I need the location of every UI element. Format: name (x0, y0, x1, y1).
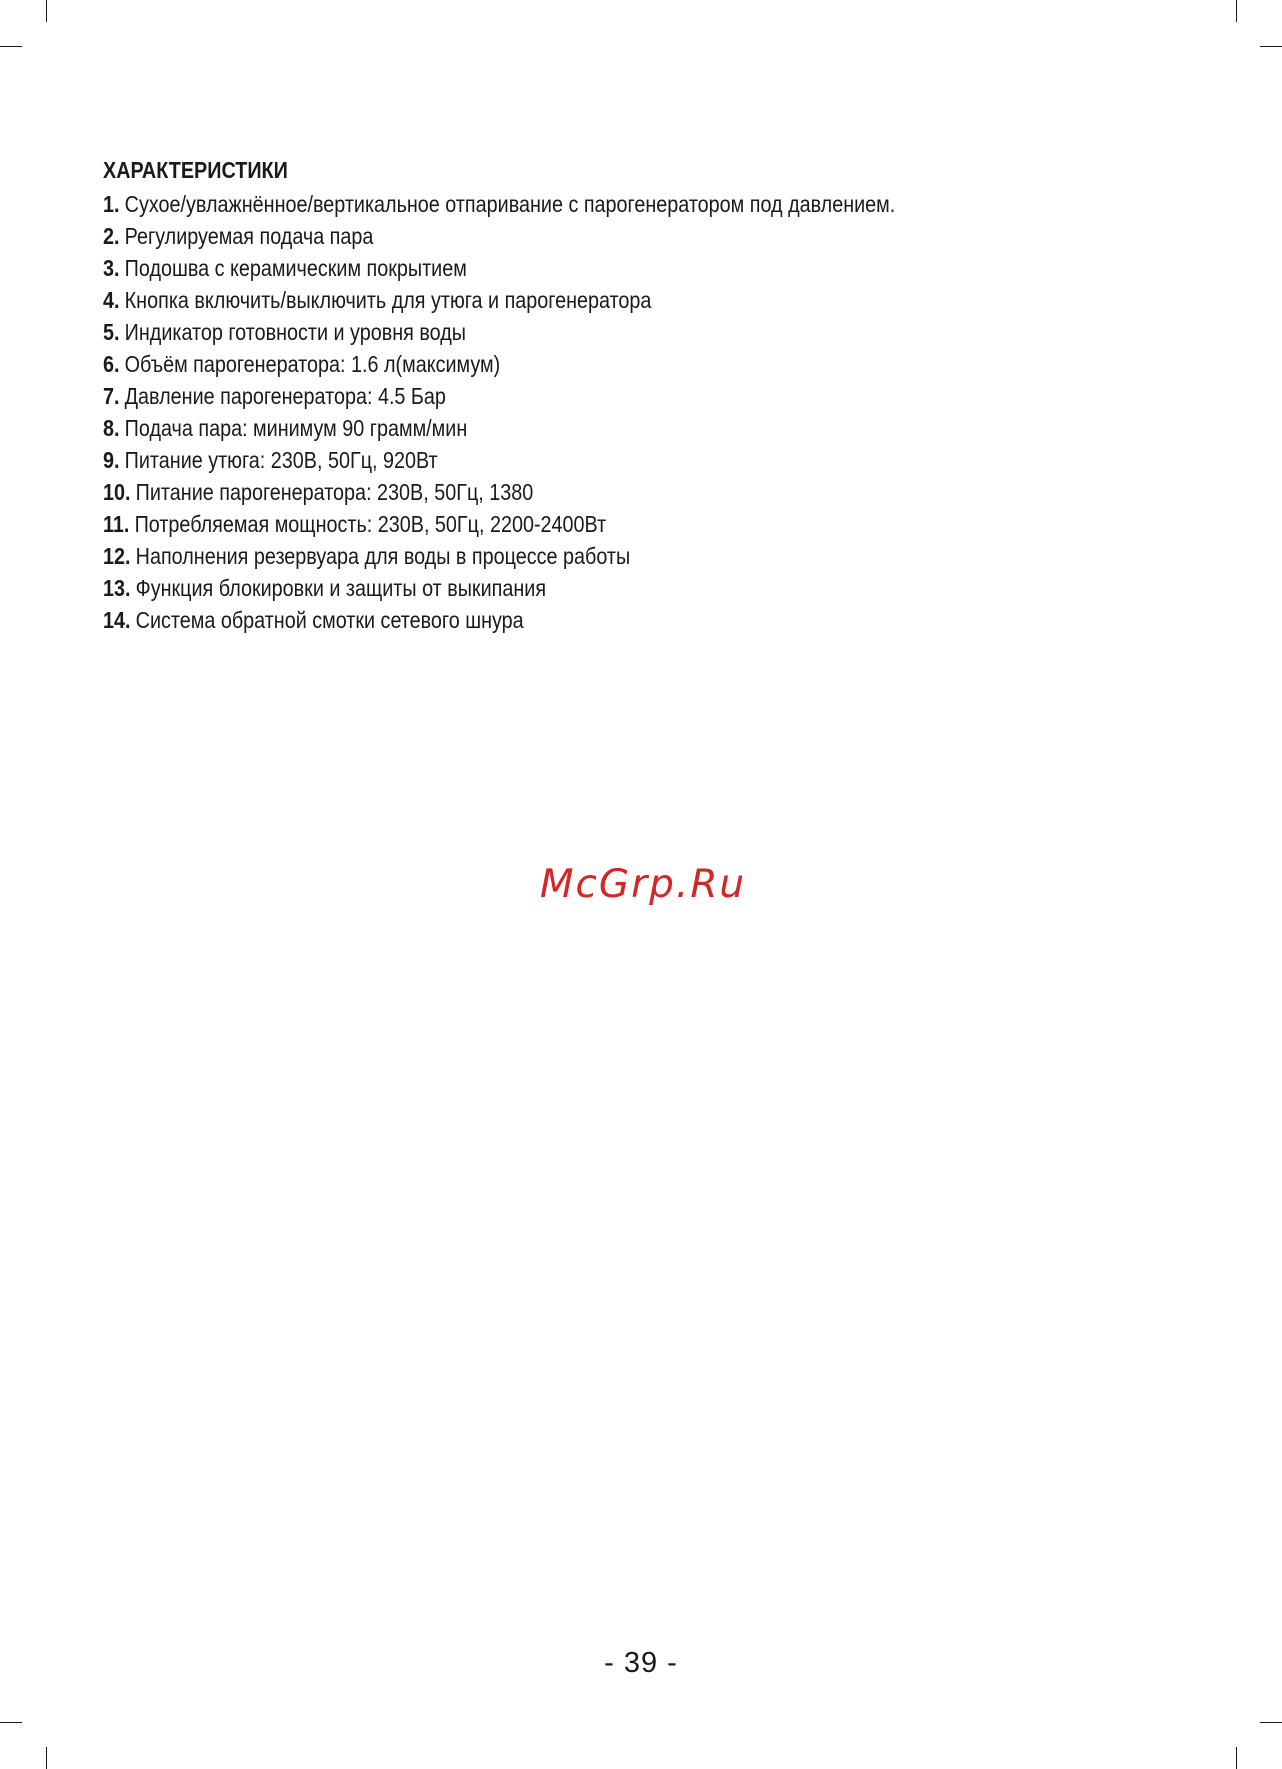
spec-text: Потребляемая мощность: 230В, 50Гц, 2200-2400Вт (134, 511, 607, 537)
spec-text: Функция блокировки и защиты от выкипания (135, 575, 547, 601)
spec-text: Давление парогенератора: 4.5 Бар (124, 383, 446, 409)
spec-text: Объём парогенератора: 1.6 л(максимум) (124, 351, 501, 377)
watermark-text: McGrp.Ru (539, 862, 747, 907)
spec-item (103, 348, 1049, 380)
spec-number: 4. (103, 287, 120, 313)
crop-mark-bottom-left-horizontal (0, 1722, 22, 1723)
spec-number: 14. (103, 607, 131, 633)
spec-text: Питание парогенератора: 230В, 50Гц, 1380 (135, 479, 534, 505)
spec-number: 10. (103, 479, 131, 505)
spec-number: 5. (103, 319, 120, 345)
spec-number: 7. (103, 383, 120, 409)
crop-mark-bottom-right-horizontal (1260, 1722, 1282, 1723)
crop-mark-top-left-horizontal (0, 46, 22, 47)
crop-mark-top-left-vertical (46, 0, 47, 22)
spec-text: Система обратной смотки сетевого шнура (135, 607, 524, 633)
specifications-section (103, 156, 1203, 636)
spec-item (103, 220, 1049, 252)
spec-text: Кнопка включить/выключить для утюга и парогенератора (124, 287, 652, 313)
spec-number: 1. (103, 191, 120, 217)
spec-text: Наполнения резервуара для воды в процессе работы (135, 543, 631, 569)
spec-text: Питание утюга: 230В, 50Гц, 920Вт (124, 447, 438, 473)
spec-item (103, 252, 1049, 284)
page-number: - 39 - (604, 1647, 678, 1679)
spec-item (103, 508, 1049, 540)
watermark (0, 862, 1282, 907)
crop-mark-top-right-horizontal (1260, 46, 1282, 47)
spec-number: 12. (103, 543, 131, 569)
spec-item (103, 316, 1049, 348)
spec-number: 11. (103, 511, 130, 537)
crop-mark-bottom-left-vertical (46, 1747, 47, 1769)
crop-mark-bottom-right-vertical (1236, 1747, 1237, 1769)
spec-item (103, 604, 1049, 636)
spec-number: 9. (103, 447, 120, 473)
spec-list (103, 188, 1203, 636)
spec-text: Подошва с керамическим покрытием (124, 255, 467, 281)
section-heading: ХАРАКТЕРИСТИКИ (103, 157, 288, 183)
spec-number: 13. (103, 575, 131, 601)
spec-item (103, 540, 1049, 572)
spec-item (103, 572, 1049, 604)
spec-text: Сухое/увлажнённое/вертикальное отпаривание с парогенератором под давлением. (124, 191, 896, 217)
spec-text: Регулируемая подача пара (124, 223, 374, 249)
spec-item (103, 412, 1049, 444)
crop-mark-top-right-vertical (1236, 0, 1237, 22)
spec-text: Индикатор готовности и уровня воды (124, 319, 466, 345)
spec-item (103, 284, 1049, 316)
spec-item (103, 476, 1049, 508)
spec-number: 8. (103, 415, 120, 441)
spec-item (103, 444, 1049, 476)
spec-item (103, 380, 1049, 412)
spec-number: 6. (103, 351, 120, 377)
spec-number: 2. (103, 223, 120, 249)
spec-text: Подача пара: минимум 90 грамм/мин (124, 415, 468, 441)
spec-number: 3. (103, 255, 120, 281)
spec-item (103, 188, 1049, 220)
